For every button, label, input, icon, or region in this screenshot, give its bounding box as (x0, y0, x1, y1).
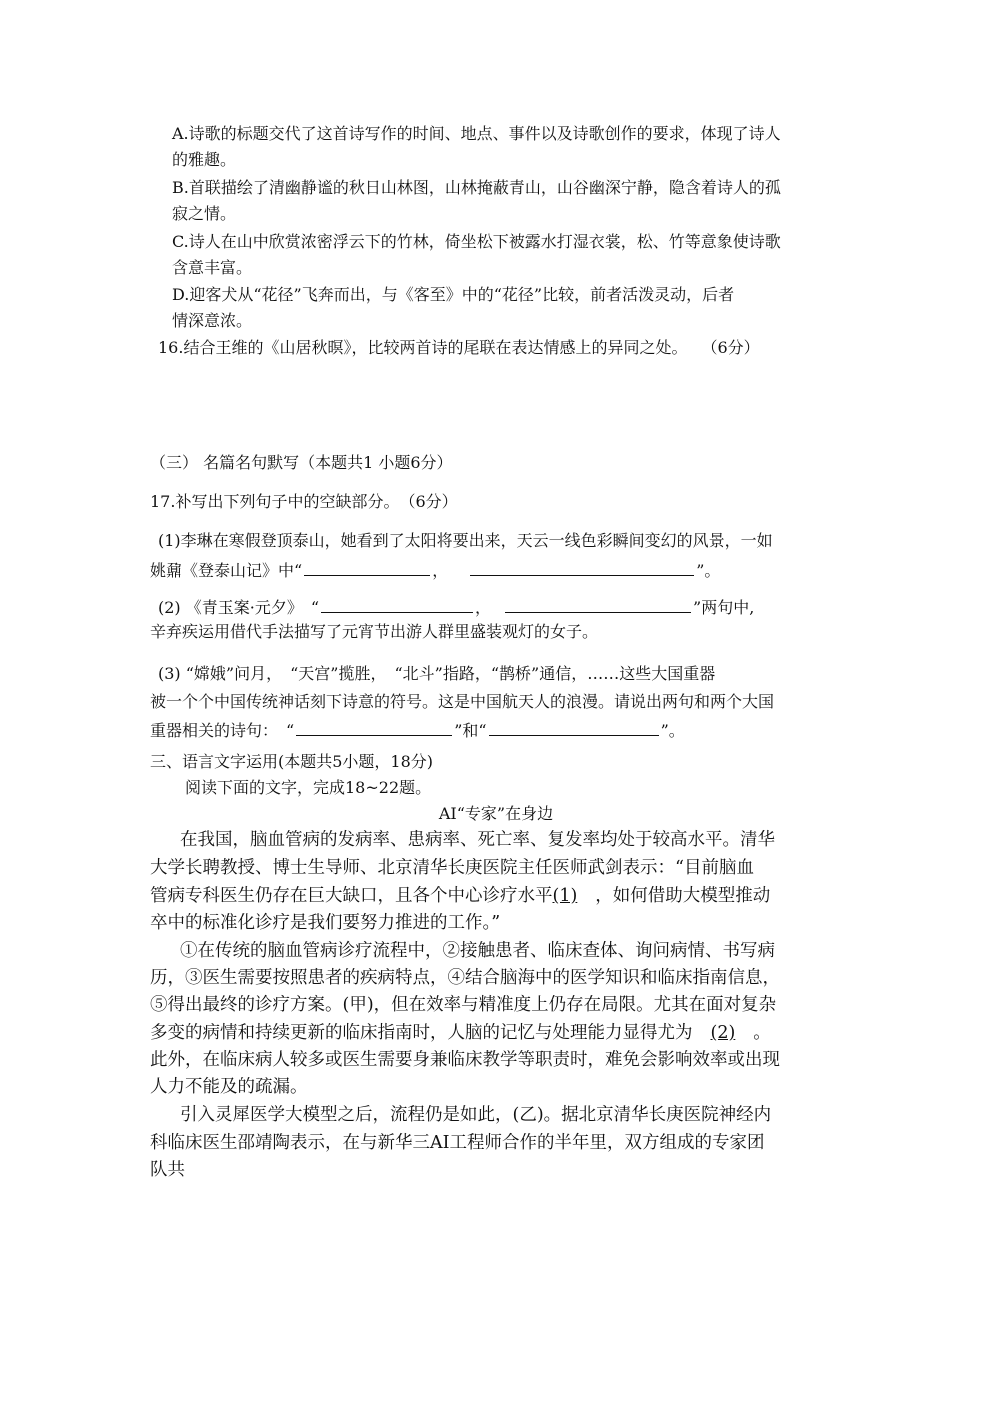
q17-part3-text-a: 重器相关的诗句： “ (150, 721, 295, 740)
answer-blank[interactable] (505, 596, 691, 613)
q17-part2-text-c: ”两句中, (693, 598, 755, 617)
answer-blank[interactable] (470, 559, 694, 576)
q17-part2-text-a: (2) 《青玉案·元夕》 “ (158, 598, 320, 617)
passage-p1-line3 (150, 885, 770, 907)
part3-heading: 三、语言文字运用(本题共5小题，18分) (150, 752, 434, 771)
option-b-line2: 寂之情。 (172, 204, 237, 223)
passage-p2-line1: ①在传统的脑血管病诊疗流程中，②接触患者、临床查体、询问病情、书写病 (180, 941, 775, 961)
passage-p2-line3: ⑤得出最终的诊疗方案。(甲)，但在效率与精准度上仍存在局限。尤其在面对复杂 (150, 995, 777, 1015)
passage-p2-text-a: 多变的病情和持续更新的临床指南时，人脑的记忆与处理能力显得尤为 (150, 1023, 693, 1043)
question-17-stem: 17.补写出下列句子中的空缺部分。 （6分） (150, 492, 458, 511)
part3-instruction: 阅读下面的文字，完成18~22题。 (185, 778, 432, 797)
passage-p1-line2: 大学长聘教授、博士生导师、北京清华长庚医院主任医师武剑表示：“目前脑血 (150, 858, 754, 878)
passage-p2-line2: 历，③医生需要按照患者的疾病特点，④结合脑海中的医学知识和临床指南信息， (150, 968, 780, 988)
q17-part2-line2: 辛弃疾运用借代手法描写了元宵节出游人群里盛装观灯的女子。 (150, 622, 599, 641)
passage-p1-text-a: 管病专科医生仍存在巨大缺口，且各个中心诊疗水平 (150, 886, 553, 906)
passage-p2-text-b: 。 (753, 1023, 771, 1043)
option-a-line2: 的雅趣。 (172, 150, 237, 169)
q17-part1-text-b: ， (432, 561, 449, 580)
option-b-line1: B.首联描绘了清幽静谧的秋日山林图，山林掩蔽青山，山谷幽深宁静，隐含着诗人的孤 (172, 178, 781, 197)
passage-p2-line5: 此外，在临床病人较多或医生需要身兼临床教学等职责时，难免会影响效率或出现 (150, 1050, 780, 1070)
option-c-line2: 含意丰富。 (172, 258, 253, 277)
option-a-line1: A.诗歌的标题交代了这首诗写作的时间、地点、事件以及诗歌创作的要求，体现了诗人 (172, 124, 781, 143)
answer-blank[interactable] (304, 559, 430, 576)
passage-p1-line4: 卒中的标准化诊疗是我们要努力推进的工作。” (150, 913, 501, 933)
question-16 (158, 338, 760, 358)
q17-part1-line1: (1)李琳在寒假登顶泰山，她看到了太阳将要出来，天云一线色彩瞬间变幻的风景，一如 (158, 531, 773, 550)
q17-part3-line1: (3) “嫦娥”问月， “天宫”揽胜， “北斗”指路，“鹊桥”通信，……这些大国重器 (158, 664, 716, 683)
blank-2: (2) (710, 1023, 736, 1043)
passage-p2-line6: 人力不能及的疏漏。 (150, 1077, 308, 1097)
option-d-line1: D.迎客犬从“花径”飞奔而出，与《客至》中的“花径”比较，前者活泼灵动，后者 (172, 285, 735, 304)
question-16-score: （6分） (709, 338, 760, 357)
passage-p3-line3: 队共 (150, 1160, 185, 1180)
answer-blank[interactable] (489, 719, 659, 736)
passage-p3-line1: 引入灵犀医学大模型之后，流程仍是如此，(乙)。据北京清华长庚医院神经内 (180, 1105, 772, 1125)
q17-part3-line2: 被一个个中国传统神话刻下诗意的符号。这是中国航天人的浪漫。请说出两句和两个大国 (150, 692, 775, 711)
option-d-line2: 情深意浓。 (172, 311, 253, 330)
q17-part1-text-c: ”。 (696, 561, 721, 580)
q17-part1-line2 (150, 559, 720, 581)
q17-part3-text-c: ”。 (660, 721, 685, 740)
section-heading: （三） 名篇名句默写（本题共1 小题6分） (150, 453, 453, 472)
passage-p2-line4 (150, 1022, 771, 1044)
passage-p1-text-b: ，如何借助大模型推动 (595, 886, 771, 906)
answer-blank[interactable] (321, 596, 473, 613)
q17-part1-text-a: 姚鼐《登泰山记》中“ (150, 561, 303, 580)
answer-blank[interactable] (296, 719, 452, 736)
passage-p3-line2: 科临床医生邵靖陶表示，在与新华三AI工程师合作的半年里，双方组成的专家团 (150, 1133, 765, 1153)
question-16-text: 16.结合王维的《山居秋暝》，比较两首诗的尾联在表达情感上的异同之处。 (158, 338, 688, 357)
q17-part3-line3 (150, 719, 685, 741)
q17-part2-text-b: ， (475, 598, 492, 617)
passage-p1-line1: 在我国，脑血管病的发病率、患病率、死亡率、复发率均处于较高水平。清华 (180, 830, 775, 850)
q17-part3-text-b: ”和“ (454, 721, 487, 740)
q17-part2-line1 (158, 596, 754, 618)
passage-title: AI“专家”在身边 (438, 804, 554, 823)
option-c-line1: C.诗人在山中欣赏浓密浮云下的竹林，倚坐松下被露水打湿衣裳，松、竹等意象使诗歌 (172, 232, 781, 251)
blank-1: (1) (552, 886, 578, 906)
